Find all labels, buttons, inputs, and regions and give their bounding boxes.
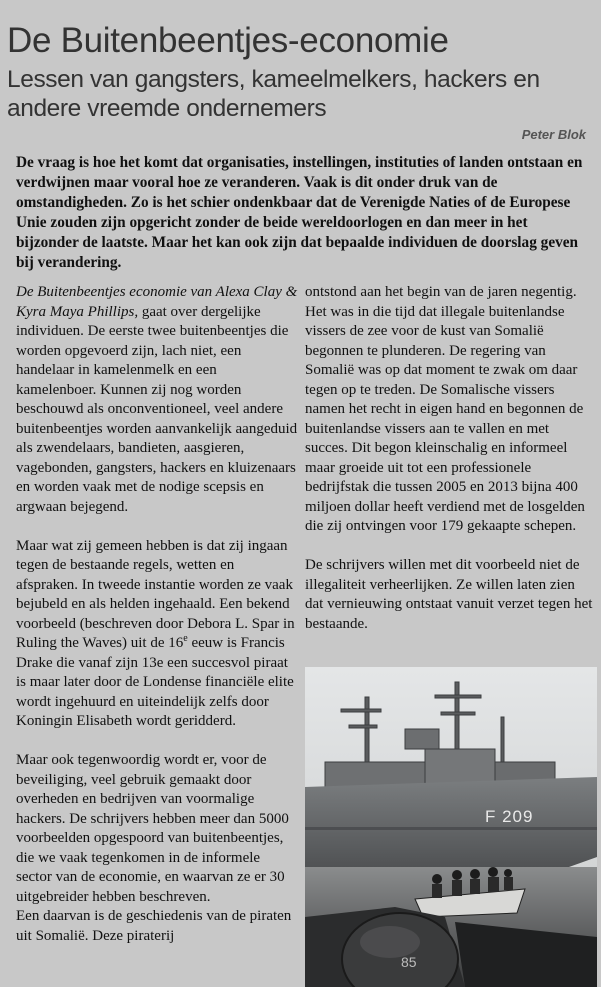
warship-photo	[305, 667, 597, 987]
paragraph-2-text-a: Maar wat zij gemeen hebben is dat zij ingaan tegen de bestaande regels, wetten en afspraken. In tweede instantie worden ze vaak bejubeld en als helden ingehaald. Een bekend voorbeeld (beschreven door Debora L. Spar in Ruling the Waves) uit de 16	[16, 537, 295, 651]
ship-hull	[305, 777, 597, 872]
paragraph-2	[16, 537, 298, 732]
book-title: De Buitenbeentjes economie van Alexa Clay & Kyra Maya Phillips,	[16, 284, 298, 320]
left-column	[16, 283, 298, 987]
paragraph-5: ontstond aan het begin van de jaren negentig. Het was in die tijd dat illegale buitenlandse vissers de zee voor de kust van Somalië begonnen te plunderen. De regering van Somalië was op dat moment te zwak om daar tegen op te treden. De Somalische vissers namen het recht in eigen hand en begonnen de buitenlandse vissers aan te vallen en met succes. Dit begon kleinschalig en informeel maar groeide uit tot een professionele bedrijfstak die tussen 2005 en 2013 bijna 400 miljoen dollar heeft verdiend met de losgelden die zij ontvingen voor 179 gekaapte schepen.	[305, 284, 585, 534]
paragraph-3: Maar ook tegenwoordig wordt er, voor de beveiliging, veel gebruik gemaakt door overheden en bedrijven van voormalige hackers. De schrijvers hebben meer dan 5000 voorbeelden opgespoord van buitenbeentjes, die we vaak tegenkomen in de informele sector van de economie, en waarvan ze er 30 uitgebreider hebben beschreven.	[16, 752, 289, 905]
paragraph-2-text-b: eeuw is Francis Drake die vanaf zijn 13e een succesvol piraat is maar later door de Londense financiële elite wordt ingehuurd en uiteindelijk zelfs door Koningin Elisabeth wordt geridderd.	[16, 635, 294, 729]
paragraph-6: De schrijvers willen met dit voorbeeld niet de illegaliteit verheerlijken. Ze willen laten zien dat vernieuwing ontstaat vanuit verzet tegen het bestaande.	[305, 557, 593, 632]
intro-paragraph: De vraag is hoe het komt dat organisaties, instellingen, instituties of landen ontstaan en verdwijnen maar vooral hoe ze veranderen. Vaak is dit onder druk van de omstandigheden. Zo is het schier ondenkbaar dat de Verenigde Naties of de Europese Unie zouden zijn opgericht zonder de beide wereldoorlogen en dan meer in het bijzonder de laatste. Maar het kan ook zijn dat bepaalde individuen de doorslag geven bij verandering.	[16, 154, 583, 271]
superscript-e: e	[183, 633, 188, 644]
helmet-marking: 85	[401, 954, 417, 970]
paragraph-1	[16, 283, 298, 517]
article-title: De Buitenbeentjes-economie	[7, 21, 449, 60]
hull-number: F 209	[485, 807, 534, 826]
author-name: Peter Blok	[521, 127, 586, 142]
right-column	[305, 283, 593, 654]
paragraph-4: Een daarvan is de geschiedenis van de piraten uit Somalië. Deze piraterij	[16, 908, 292, 944]
article-subtitle: Lessen van gangsters, kameelmelkers, hackers en andere vreemde ondernemers	[7, 66, 540, 122]
paragraph-1-text: gaat over dergelijke individuen. De eerste twee buitenbeentjes die worden opgevoerd zijn, lach niet, een handelaar in kamelenmelk en een kamelenboer. Kunnen zij nog worden beschouwd als onconventioneel, veel andere buitenbeentjes worden aanvankelijk aangeduid als zwendelaars, bandieten, aasgieren, vagebonden, gangsters, hackers en kluizenaars en worden vaak met de nodige scepsis en argwaan bejegend.	[16, 303, 298, 515]
